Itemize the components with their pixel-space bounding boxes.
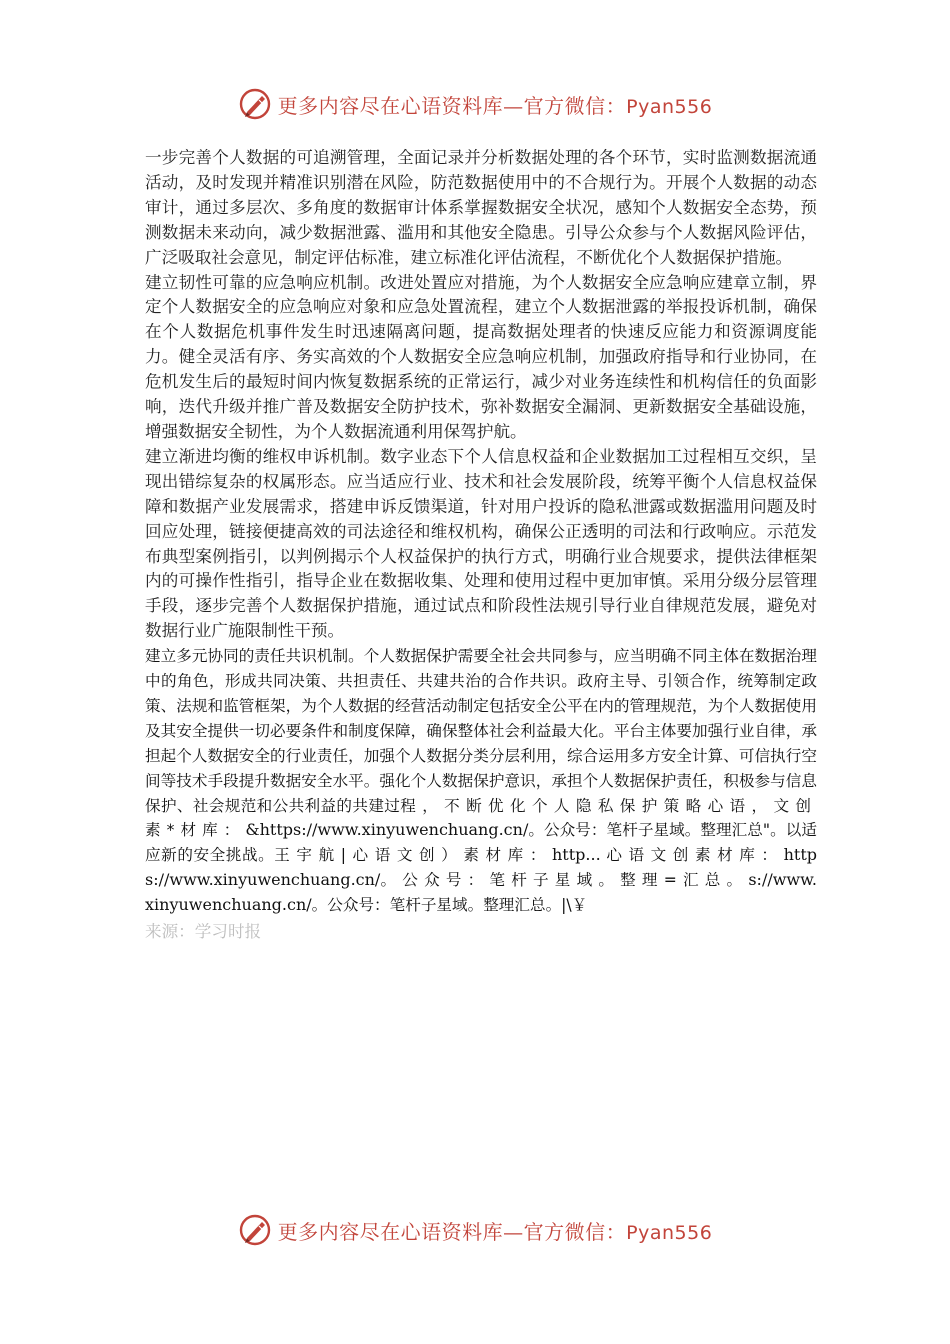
paragraph-4 xyxy=(145,644,817,918)
watermark-url-4: s://www.xinyuwenchuang.cn/ xyxy=(145,870,817,915)
paragraph-4-mid-1: 。公众号：笔杆子星域。整理汇总"。以适应新的安全挑战。 xyxy=(145,821,817,865)
watermark-url-3: https://www.xinyuwenchuang.cn/ xyxy=(145,845,817,890)
footer-banner xyxy=(0,1210,950,1250)
banner-wechat-id: Pyan556 xyxy=(626,95,713,118)
watermark-url-2: http... xyxy=(551,845,607,865)
banner-text xyxy=(278,1216,713,1245)
paragraph-2: 建立韧性可靠的应急响应机制。改进处置应对措施，为个人数据安全应急响应建章立制，界定个人数据安全的应急响应对象和应急处置流程，建立个人数据泄露的举报投诉机制，确保在个人数据危机事件发生时迅速隔离问题，提高数据处理者的快速反应能力和资源调度能力。健全灵活有序、务实高效的个人数据安全应急响应机制，加强政府指导和行业协同，在危机发生后的最短时间内恢复数据系统的正常运行，减少对业务连续性和机构信任的负面影响，迭代升级并推广普及数据安全防护技术，弥补数据安全漏洞、更新数据安全基础设施，增强数据安全韧性，为个人数据流通利用保驾护航。 xyxy=(145,272,817,441)
watermark-url-1: &https://www.xinyuwenchuang.cn/ xyxy=(245,820,529,840)
paragraph-1: 一步完善个人数据的可追溯管理，全面记录并分析数据处理的各个环节，实时监测数据流通活动，及时发现并精准识别潜在风险，防范数据使用中的不合规行为。开展个人数据的动态审计，通过多层次、多角度的数据审计体系掌握数据安全状况，感知个人数据安全态势，预测数据未来动向，减少数据泄露、滥用和其他安全隐患。引导公众参与个人数据风险评估，广泛吸取社会意见，制定评估标准，建立标准化评估流程，不断优化个人数据保护措施。 xyxy=(145,148,817,267)
paragraph-4-spread-2: 王宇航|心语文创）素材库： xyxy=(274,846,552,865)
paragraph-4-tail: 。公众号：笔杆子星域。整理汇总。|\￥ xyxy=(311,896,588,915)
paragraph-4-spread-4: 。公众号：笔杆子星域。整理=汇总。 xyxy=(380,871,749,890)
paragraph-4-main: 建立多元协同的责任共识机制。个人数据保护需要全社会共同参与，应当明确不同主体在数据治理中的角色，形成共同决策、共担责任、共建共治的合作共识。政府主导、引领合作，统筹制定政策、法规和监管框架，为个人数据的经营活动制定包括安全公平在内的管理规范，为个人数据使用及其安全提供一切必要条件和制度保障，确保整体社会利益最大化。平台主体要加强行业自律，承担起个人数据安全的行业责任，加强个人数据分类分层利用，综合运用多方安全计算、可信执行空间等技术手段提升数据安全水平。强化个人数据保护意识，承担个人数据保护责任，积极参与信息保护、社会规范和公共利益的共建过 xyxy=(145,647,817,815)
header-banner xyxy=(0,84,950,124)
banner-wechat-id: Pyan556 xyxy=(626,1221,713,1244)
paragraph-4-spread-3: 心语文创素材库： xyxy=(606,846,784,865)
banner-text-cn: 更多内容尽在心语资料库—官方微信： xyxy=(277,93,627,118)
banner-text xyxy=(278,90,713,119)
banner-text-cn: 更多内容尽在心语资料库—官方微信： xyxy=(277,1219,627,1244)
pen-logo-icon xyxy=(238,1213,272,1247)
pen-logo-icon xyxy=(238,87,272,121)
paragraph-3: 建立渐进均衡的维权申诉机制。数字业态下个人信息权益和企业数据加工过程相互交织，呈现出错综复杂的权属形态。应当适应行业、技术和社会发展阶段，统筹平衡个人信息权益保障和数据产业发展需求，搭建申诉反馈渠道，针对用户投诉的隐私泄露或数据滥用问题及时回应处理，链接便捷高效的司法途径和维权机构，确保公正透明的司法和行政响应。示范发布典型案例指引，以判例揭示个人权益保护的执行方式，明确行业合规要求，提供法律框架内的可操作性指引，指导企业在数据收集、处理和使用过程中更加审慎。采用分级分层管理手段，逐步完善个人数据保护措施，通过试点和阶段性法规引导行业自律规范发展，避免对数据行业广施限制性干预。 xyxy=(145,446,817,641)
source-line: 来源：学习时报 xyxy=(145,922,262,942)
paragraph-4-spread-1: 程，不断优化个人隐私保护策略心语，文创素*材库： xyxy=(145,796,817,840)
article-body xyxy=(145,146,817,945)
